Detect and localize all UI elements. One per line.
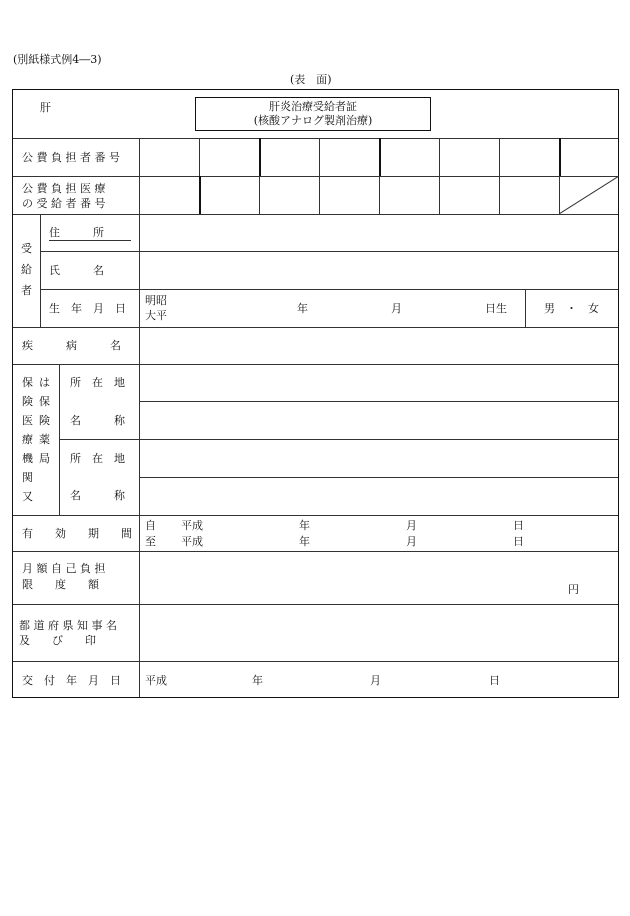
recipient-number-label-1: 公 費 負 担 医 療 bbox=[22, 182, 106, 195]
row-divider bbox=[13, 515, 618, 516]
pharmacy-location-label: 所 在 地 bbox=[70, 452, 125, 465]
digit-cell-divider bbox=[259, 138, 261, 176]
side-label: (表 面) bbox=[290, 73, 332, 86]
birth-month: 月 bbox=[391, 302, 402, 315]
sex-options: 男 ・ 女 bbox=[544, 302, 599, 315]
digit-cell-divider bbox=[559, 138, 561, 176]
payer-number-label: 公 費 負 担 者 番 号 bbox=[22, 151, 120, 164]
era-option-1: 明昭 bbox=[145, 294, 167, 307]
row-divider bbox=[13, 364, 618, 365]
governor-label-1: 都 道 府 県 知 事 名 bbox=[19, 619, 117, 632]
form-reference: (別紙様式例4―3) bbox=[13, 53, 102, 66]
valid-from-year: 年 bbox=[299, 519, 310, 532]
institution-group-divider bbox=[59, 364, 60, 515]
row-divider bbox=[59, 439, 618, 440]
institution-char: 険 bbox=[39, 414, 50, 427]
certificate-title bbox=[195, 97, 431, 131]
name-label: 氏 名 bbox=[49, 264, 104, 277]
monthly-limit-label-1: 月 額 自 己 負 担 bbox=[22, 562, 106, 575]
institution-char: 機 bbox=[22, 452, 33, 465]
certificate-form bbox=[12, 89, 619, 698]
row-divider bbox=[13, 214, 618, 215]
address-label: 住 所 bbox=[49, 227, 131, 241]
row-divider bbox=[139, 477, 618, 478]
label-column-divider bbox=[139, 138, 140, 697]
institution-char: は bbox=[39, 376, 50, 389]
recipient-group-char: 受 bbox=[21, 242, 32, 255]
recipient-group-char: 者 bbox=[21, 284, 32, 297]
row-divider bbox=[13, 327, 618, 328]
sex-divider bbox=[525, 289, 526, 327]
row-divider bbox=[13, 551, 618, 552]
institution-char: 医 bbox=[22, 414, 33, 427]
institution-char: 険 bbox=[22, 395, 33, 408]
valid-to-month: 月 bbox=[406, 535, 417, 548]
row-divider bbox=[40, 289, 618, 290]
recipient-group-char: 給 bbox=[21, 263, 32, 276]
title-line-1: 肝炎治療受給者証 bbox=[269, 100, 357, 113]
institution-char: 局 bbox=[39, 452, 50, 465]
valid-to-day: 日 bbox=[513, 535, 524, 548]
valid-to-year: 年 bbox=[299, 535, 310, 548]
valid-to-prefix: 至 bbox=[145, 535, 156, 548]
institution-char: 薬 bbox=[39, 433, 50, 446]
birth-year: 年 bbox=[297, 302, 308, 315]
valid-from-month: 月 bbox=[406, 519, 417, 532]
digit-cell-divider bbox=[379, 138, 381, 176]
corner-label: 肝 bbox=[40, 101, 51, 114]
digit-cell-divider bbox=[199, 176, 201, 214]
era-option-2: 大平 bbox=[145, 309, 167, 322]
yen-unit: 円 bbox=[568, 583, 579, 596]
digit-cell-divider bbox=[319, 176, 320, 214]
row-divider bbox=[13, 176, 618, 177]
valid-from-era: 平成 bbox=[181, 519, 203, 532]
digit-cell-divider bbox=[439, 176, 440, 214]
institution-name-label: 名 称 bbox=[70, 414, 125, 427]
title-line-2: (核酸アナログ製剤治療) bbox=[253, 114, 373, 127]
valid-from-prefix: 自 bbox=[145, 519, 156, 532]
recipient-group-divider bbox=[40, 214, 41, 327]
institution-location-label: 所 在 地 bbox=[70, 376, 125, 389]
institution-char: 保 bbox=[22, 376, 33, 389]
birth-day: 日生 bbox=[485, 302, 507, 315]
digit-cell-divider bbox=[319, 138, 320, 176]
issue-day: 日 bbox=[489, 674, 500, 687]
valid-from-day: 日 bbox=[513, 519, 524, 532]
institution-char: 保 bbox=[39, 395, 50, 408]
validity-label: 有 効 期 間 bbox=[22, 527, 132, 540]
row-divider bbox=[13, 138, 618, 139]
digit-cell-divider bbox=[499, 176, 500, 214]
row-divider bbox=[13, 604, 618, 605]
monthly-limit-label-2: 限 度 額 bbox=[22, 578, 99, 591]
issue-date-label: 交 付 年 月 日 bbox=[22, 674, 121, 687]
institution-char: 療 bbox=[22, 433, 33, 446]
issue-month: 月 bbox=[370, 674, 381, 687]
diagonal-slash bbox=[559, 176, 619, 214]
institution-char: 又 bbox=[22, 490, 33, 503]
row-divider bbox=[13, 661, 618, 662]
digit-cell-divider bbox=[439, 138, 440, 176]
digit-cell-divider bbox=[199, 138, 200, 176]
disease-label: 疾 病 名 bbox=[22, 339, 121, 352]
institution-char: 関 bbox=[22, 471, 33, 484]
digit-cell-divider bbox=[379, 176, 380, 214]
row-divider bbox=[139, 401, 618, 402]
recipient-number-label-2: の 受 給 者 番 号 bbox=[22, 197, 106, 210]
birth-label: 生 年 月 日 bbox=[49, 302, 126, 315]
governor-label-2: 及 び 印 bbox=[19, 634, 96, 647]
issue-year: 年 bbox=[252, 674, 263, 687]
valid-to-era: 平成 bbox=[181, 535, 203, 548]
pharmacy-name-label: 名 称 bbox=[70, 489, 125, 502]
digit-cell-divider bbox=[259, 176, 260, 214]
row-divider bbox=[40, 251, 618, 252]
issue-era: 平成 bbox=[145, 674, 167, 687]
digit-cell-divider bbox=[499, 138, 500, 176]
